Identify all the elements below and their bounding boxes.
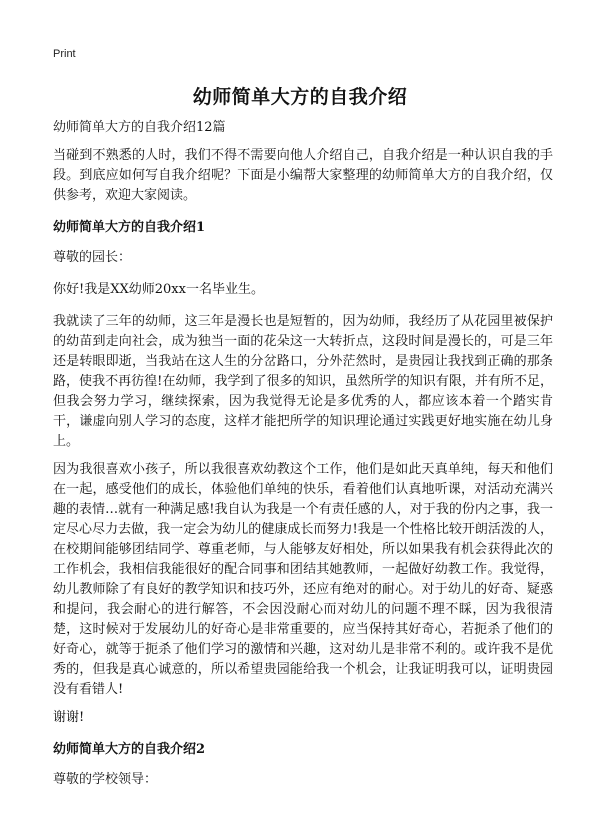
salutation-1: 尊敬的园长： bbox=[53, 250, 132, 265]
page-title: 幼师简单大方的自我介绍 bbox=[192, 86, 408, 108]
salutation-2: 尊敬的学校领导： bbox=[53, 772, 158, 787]
body-paragraph-1: 我就读了三年的幼师，这三年是漫长也是短暂的，因为幼师，我经历了从花园里被保护的幼苗到走向社会，成为独当一面的花朵这一大转折点，这段时间是漫长的，可是三年还是转眼即逝，当我站在这人生的分岔路口，分外茫然时，是贵园让我找到正确的那条路，使我不再彷徨!在幼师，我学到了很多的知识，虽然所学的知识有限，并有所不足，但我会努力学习，继续探索，因为我觉得无论是多优秀的人，都应该本着一个踏实肯干，谦虚向别人学习的态度，这样才能把所学的知识理论通过实践更好地实施在幼儿身上。 bbox=[53, 314, 553, 449]
body-paragraph-2: 因为我很喜欢小孩子，所以我很喜欢幼教这个工作，他们是如此天真单纯，每天和他们在一起，感受他们的成长，体验他们单纯的快乐，看着他们认真地听课，对活动充满兴趣的表情…就有一种满足感!我自认为我是一个有责任感的人，对于我的份内之事，我一定尽心尽力去做，我一定会为幼儿的健康成长而努力!我是一个性格比较开朗活泼的人，在校期间能够团结同学、尊重老师，与人能够友好相处，所以如果我有机会获得此次的工作机会，我相信我能很好的配合同事和团结其她教师，一起做好幼教工作。我觉得，幼儿教师除了有良好的教学知识和技巧外，还应有绝对的耐心。对于幼儿的好奇、疑惑和提问，我会耐心的进行解答，不会因没耐心而对幼儿的问题不理不睬，因为我很清楚，这时候对于发展幼儿的好奇心是非常重要的，应当保持其好奇心，若扼杀了他们的好奇心，就等于扼杀了他们学习的激情和兴趣，这对幼儿是非常不利的。或许我不是优秀的，但我是真心诚意的，所以希望贵园能给我一个机会，让我证明我可以，证明贵园没有看错人! bbox=[53, 462, 553, 697]
greeting-line: 你好!我是XX幼师20xx一名毕业生。 bbox=[53, 282, 264, 297]
document-body bbox=[53, 118, 553, 802]
section-heading-1: 幼师简单大方的自我介绍1 bbox=[53, 220, 206, 235]
closing-line: 谢谢! bbox=[53, 710, 85, 725]
document-subtitle: 幼师简单大方的自我介绍12篇 bbox=[53, 120, 226, 135]
print-label: Print bbox=[53, 48, 76, 60]
section-heading-2: 幼师简单大方的自我介绍2 bbox=[53, 742, 206, 757]
intro-paragraph: 当碰到不熟悉的人时，我们不得不需要向他人介绍自己，自我介绍是一种认识自我的手段。到底应如何写自我介绍呢？下面是小编帮大家整理的幼师简单大方的自我介绍，仅供参考，欢迎大家阅读。 bbox=[53, 148, 553, 203]
